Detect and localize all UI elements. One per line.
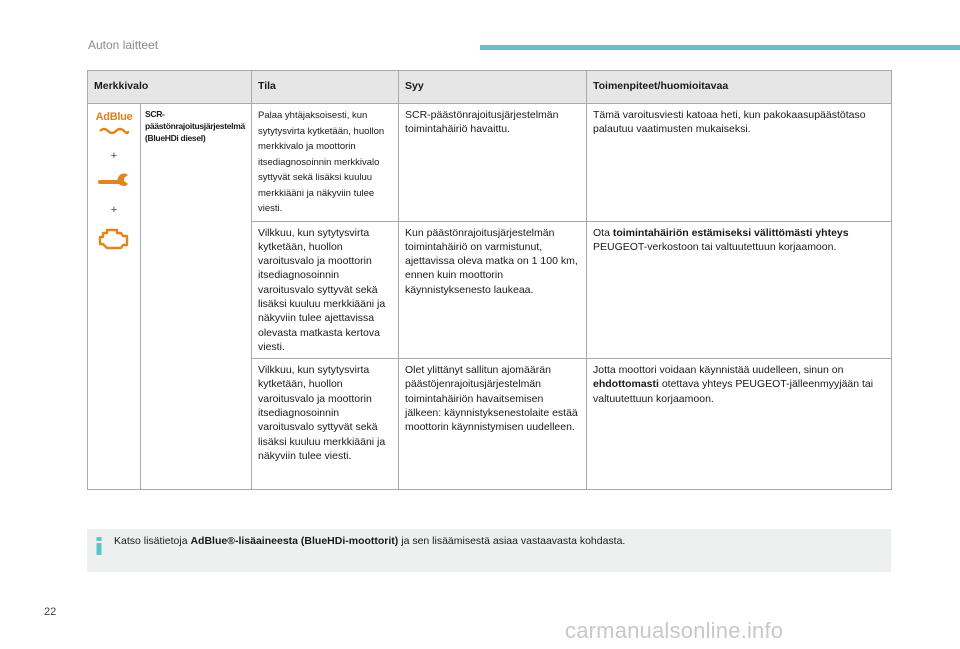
note-post: ja sen lisäämisestä asiaa vastaavasta kohdasta.: [398, 535, 626, 547]
section-title: Auton laitteet: [88, 38, 159, 52]
page-number: 22: [44, 606, 57, 618]
adblue-wave-icon: [98, 126, 130, 134]
warning-light-table: [87, 70, 892, 490]
indicator-name: SCR-päästönrajoitusjärjestelmä (BlueHDi diesel): [141, 104, 252, 490]
row2-toimenpiteet: [587, 221, 892, 359]
row3-toimenpiteet: [587, 359, 892, 490]
row1-tila: Palaa yhtäjaksoisesti, kun sytytysvirta kytketään, huollon merkkivalo ja moottorin itsediagnosoinnin merkkivalo syttyvät sekä lisäksi kuuluu merkkiääni ja näkyviin tulee viesti.: [252, 104, 399, 222]
adblue-logo-text: AdBlue: [95, 111, 133, 123]
row2-toimenpiteet-bold: toimintahäiriön estämiseksi välittömästi yhteys: [612, 226, 849, 239]
engine-check-icon: [97, 227, 131, 255]
header-accent-bar: [480, 45, 960, 50]
row2-toimenpiteet-post: PEUGEOT-verkostoon tai valtuutettuun korjaamoon.: [593, 240, 837, 253]
row3-toimenpiteet-post: otettava yhteys PEUGEOT-jälleenmyyjään tai valtuutettuun korjaamoon.: [593, 378, 874, 405]
column-header-syy: Syy: [399, 71, 587, 104]
row3-toimenpiteet-bold: ehdottomasti: [593, 378, 659, 391]
plus-sign-2: +: [110, 204, 118, 217]
row3-tila: Vilkkuu, kun sytytysvirta kytketään, huollon varoitusvalo ja moottorin itsediagnosoinnin varoitusvalo syttyvät sekä lisäksi kuuluu merkkiääni ja näkyviin tulee viesti.: [252, 359, 399, 490]
row2-syy: Kun päästönrajoitusjärjestelmän toimintahäiriö on varmistunut, ajettavissa oleva matka on 1 100 km, ennen kuin moottorin käynnistyksenesto laukeaa.: [399, 221, 587, 359]
plus-sign: +: [110, 149, 118, 162]
row3-toimenpiteet-pre: Jotta moottori voidaan käynnistää uudelleen, sinun on: [593, 364, 844, 377]
note-pre: Katso lisätietoja: [114, 535, 191, 547]
row1-toimenpiteet: Tämä varoitusviesti katoaa heti, kun pakokaasupäästötaso palautuu vaatimusten mukaiseksi.: [587, 104, 892, 222]
watermark: carmanualsonline.info: [565, 618, 784, 643]
column-header-merkkivalo: Merkkivalo: [88, 71, 252, 104]
adblue-warning-icon: [96, 110, 133, 139]
row1-syy: SCR-päästönrajoitusjärjestelmän toimintahäiriö havaittu.: [399, 104, 587, 222]
table-row: [88, 104, 892, 222]
info-note: [87, 529, 891, 572]
table-header-row: [88, 71, 892, 104]
column-header-tila: Tila: [252, 71, 399, 104]
row3-syy: Olet ylittänyt sallitun ajomäärän päästöjenrajoitusjärjestelmän toimintahäiriön havaitsemisen jälkeen: käynnistyksenestolaite estää moottorin käynnistymisen uudelleen.: [399, 359, 587, 490]
info-note-text: [114, 535, 625, 547]
service-wrench-icon: [97, 173, 131, 193]
info-icon: [95, 537, 103, 555]
row2-toimenpiteet-pre: Ota: [593, 226, 613, 239]
note-bold-link: AdBlue®-lisäaineesta (BlueHDi-moottorit): [190, 535, 399, 547]
indicator-icons-cell: [88, 104, 141, 490]
row2-tila: Vilkkuu, kun sytytysvirta kytketään, huollon varoitusvalo ja moottorin itsediagnosoinnin varoitusvalo syttyvät sekä lisäksi kuuluu merkkiääni ja näkyviin tulee ajettavissa olevasta matkasta kertova viesti.: [252, 221, 399, 359]
column-header-toimenpiteet: Toimenpiteet/huomioitavaa: [587, 71, 892, 104]
